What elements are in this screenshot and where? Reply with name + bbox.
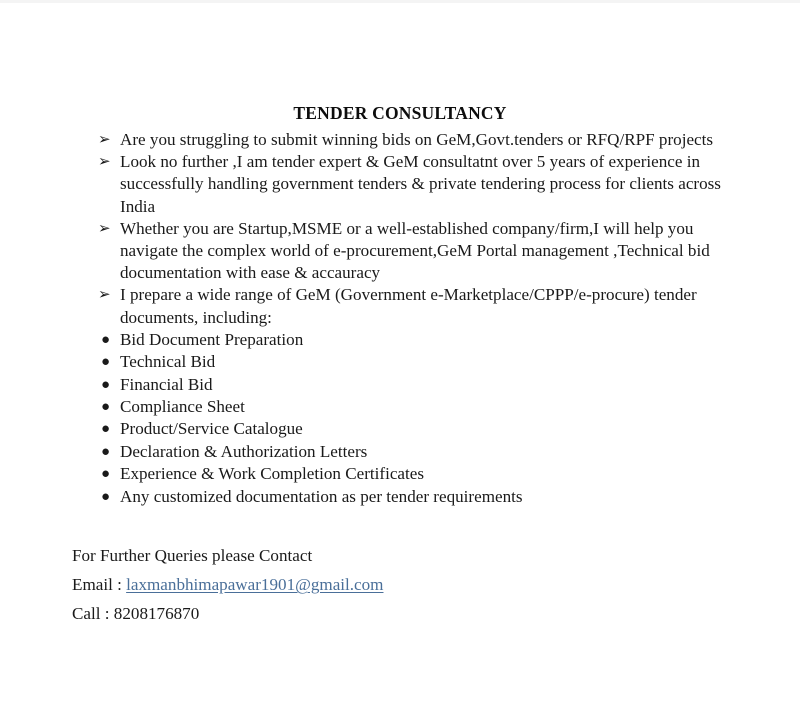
list-item: [0, 284, 800, 328]
contact-email-line: [0, 570, 800, 599]
list-item-text: Compliance Sheet: [120, 397, 245, 417]
dot-bullet-icon: ●: [101, 488, 111, 505]
list-item: [0, 218, 800, 285]
list-item-text: Any customized documentation as per tender requirements: [120, 486, 523, 506]
arrow-bullet-icon: ➢: [98, 220, 111, 237]
list-item-text: Technical Bid: [120, 352, 216, 372]
dot-bullet-icon: ●: [101, 466, 111, 483]
list-item: [0, 463, 800, 485]
list-item: [0, 129, 800, 151]
phone-number: 8208176870: [113, 604, 200, 623]
dot-bullet-icon: ●: [101, 354, 111, 371]
list-item: [0, 441, 800, 463]
list-item-text: Experience & Work Completion Certificates: [120, 464, 425, 484]
dot-bullet-icon: ●: [101, 421, 111, 438]
call-label: Call :: [72, 604, 114, 623]
email-label: Email :: [72, 575, 127, 594]
contact-section: [0, 541, 800, 628]
list-item: [0, 418, 800, 440]
page-title: TENDER CONSULTANCY: [293, 103, 507, 123]
arrow-bullet-icon: ➢: [98, 154, 111, 171]
list-item: [0, 351, 800, 373]
list-item: [0, 329, 800, 351]
email-link[interactable]: laxmanbhimapawar1901@gmail.com: [126, 575, 384, 594]
list-item-text: Declaration & Authorization Letters: [120, 441, 368, 461]
arrow-bullet-list: [0, 129, 800, 329]
list-item-text: Financial Bid: [120, 374, 213, 394]
list-item-text: Whether you are Startup,MSME or a well-established company/firm,I will help you navigate the complex world of e-procurement,GeM Portal management ,Technical bid documentation with ease & accauracy: [120, 218, 710, 283]
list-item-text: Product/Service Catalogue: [120, 419, 303, 439]
document-body: [0, 129, 800, 508]
arrow-bullet-icon: ➢: [98, 287, 111, 304]
list-item: [0, 151, 800, 218]
dot-bullet-list: [0, 329, 800, 508]
dot-bullet-icon: ●: [101, 443, 111, 460]
list-item-text: I prepare a wide range of GeM (Government e-Marketplace/CPPP/e-procure) tender documents, including:: [120, 285, 697, 327]
list-item-text: Bid Document Preparation: [120, 329, 304, 349]
list-item: [0, 374, 800, 396]
dot-bullet-icon: ●: [101, 331, 111, 348]
list-item-text: Look no further ,I am tender expert & GeM consultatnt over 5 years of experience in successfully handling government tenders & private tendering process for clients across India: [120, 152, 721, 216]
dot-bullet-icon: ●: [101, 399, 111, 416]
contact-call-line: [0, 599, 800, 628]
dot-bullet-icon: ●: [101, 376, 111, 393]
arrow-bullet-icon: ➢: [98, 132, 111, 148]
list-item-text: Are you struggling to submit winning bids on GeM,Govt.tenders or RFQ/RPF projects: [120, 130, 714, 149]
list-item: [0, 396, 800, 418]
list-item: [0, 486, 800, 508]
contact-heading: For Further Queries please Contact: [72, 546, 313, 565]
